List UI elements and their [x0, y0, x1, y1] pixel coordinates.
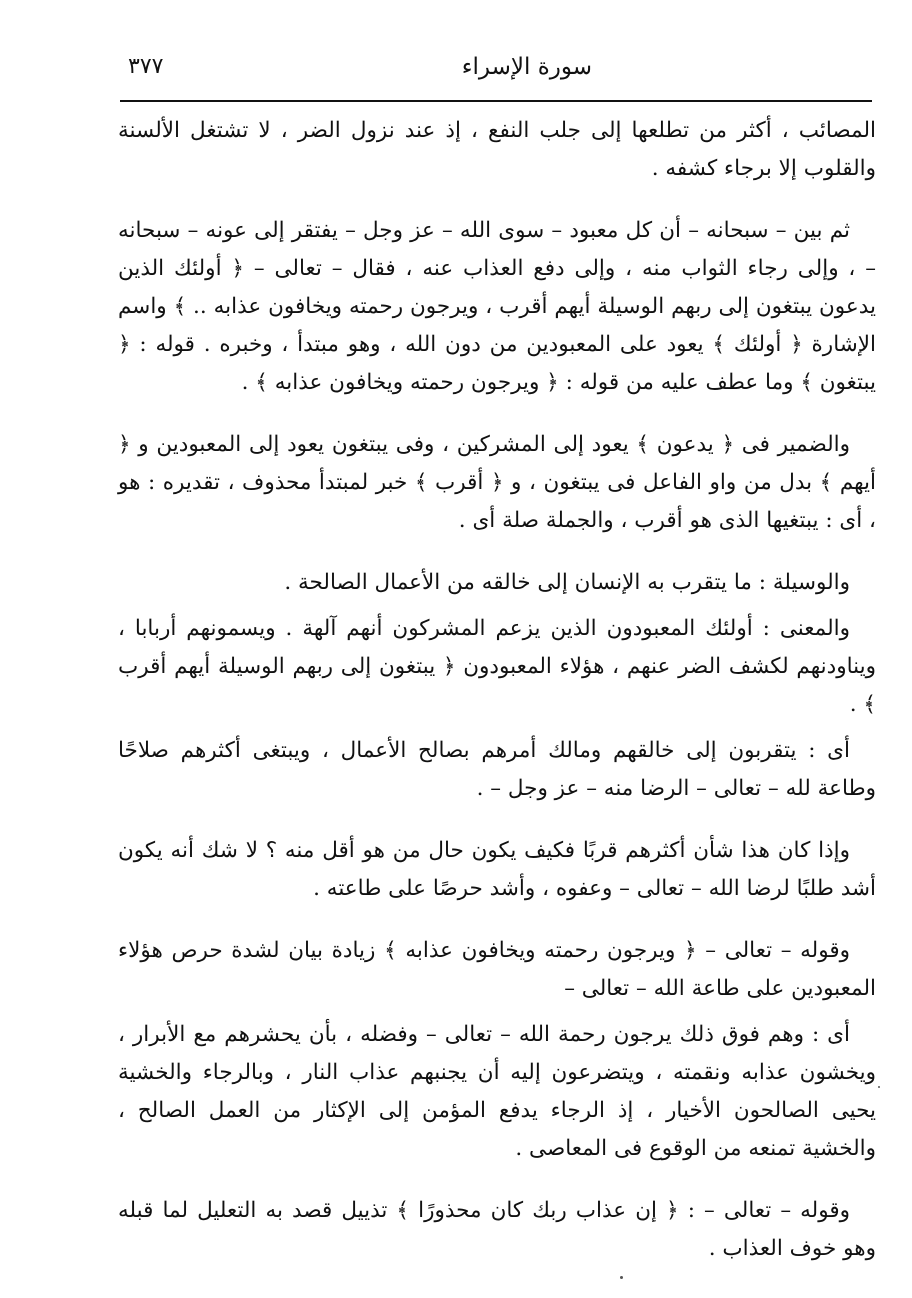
sura-title: سورة الإسراء: [461, 54, 592, 80]
paragraph: أى : يتقربون إلى خالقهم ومالك أمرهم بصالح الأعمال ، ويبتغى أكثرهم صلاحًا وطاعة لله – تعالى – الرضا منه – عز وجل – .: [118, 738, 876, 801]
paragraph: وإذا كان هذا شأن أكثرهم قربًا فكيف يكون حال من هو أقل منه ؟ لا شك أنه يكون أشد طلبًا لرضا الله – تعالى – وعفوه ، وأشد حرصًا على طاعته .: [118, 838, 876, 901]
page-body: [118, 112, 876, 1268]
scan-speck: [878, 1086, 880, 1088]
paragraph: والضمير فى ﴿ يدعون ﴾ يعود إلى المشركين ، وفى يبتغون يعود إلى المعبودين و ﴿ أيهم ﴾ بدل من واو الفاعل فى يبتغون ، و ﴿ أقرب ﴾ خبر لمبتدأ محذوف ، تقديره : هو ، أى : يبتغيها الذى هو أقرب ، والجملة صلة أى .: [118, 432, 876, 533]
page-number: ٣٧٧: [128, 54, 164, 79]
paragraph: والوسيلة : ما يتقرب به الإنسان إلى خالقه من الأعمال الصالحة .: [284, 570, 850, 595]
paragraph: والمعنى : أولئك المعبودون الذين يزعم المشركون أنهم آلهة . ويسمونهم أربابا ، ويناودنهم لكشف الضر عنهم ، هؤلاء المعبودون ﴿ يبتغون إلى ربهم الوسيلة أيهم أقرب ﴾ .: [118, 616, 876, 717]
header-divider: [120, 100, 872, 102]
paragraph: وقوله – تعالى – : ﴿ إن عذاب ربك كان محذورًا ﴾ تذييل قصد به التعليل لما قبله وهو خوف العذاب .: [118, 1198, 876, 1261]
scan-speck: [620, 1276, 623, 1279]
paragraph: ثم بين – سبحانه – أن كل معبود – سوى الله – عز وجل – يفتقر إلى عونه – سبحانه – ، وإلى رجاء الثواب منه ، وإلى دفع العذاب عنه ، فقال – تعالى – ﴿ أولئك الذين يدعون يبتغون إلى ربهم الوسيلة أيهم أقرب ، ويرجون رحمته ويخافون عذابه .. ﴾ واسم الإشارة ﴿ أولئك ﴾ يعود على المعبودين من دون الله ، وهو مبتدأ ، وخبره . قوله : ﴿ يبتغون ﴾ وما عطف عليه من قوله : ﴿ ويرجون رحمته ويخافون عذابه ﴾ .: [118, 218, 876, 395]
page-header: [122, 44, 872, 98]
paragraph: وقوله – تعالى – ﴿ ويرجون رحمته ويخافون عذابه ﴾ زيادة بيان لشدة حرص هؤلاء المعبودين على طاعة الله – تعالى –: [118, 938, 876, 1001]
paragraph: المصائب ، أكثر من تطلعها إلى جلب النفع ، إذ عند نزول الضر ، لا تشتغل الألسنة والقلوب إلا برجاء كشفه .: [118, 118, 876, 181]
paragraph: أى : وهم فوق ذلك يرجون رحمة الله – تعالى – وفضله ، بأن يحشرهم مع الأبرار ، ويخشون عذابه ونقمته ، ويتضرعون إليه أن يجنبهم عذاب النار ، وبالرجاء والخشية يحيى الصالحون الأخيار ، إذ الرجاء يدفع المؤمن إلى الإكثار من العمل الصالح ، والخشية تمنعه من الوقوع فى المعاصى .: [118, 1022, 876, 1161]
